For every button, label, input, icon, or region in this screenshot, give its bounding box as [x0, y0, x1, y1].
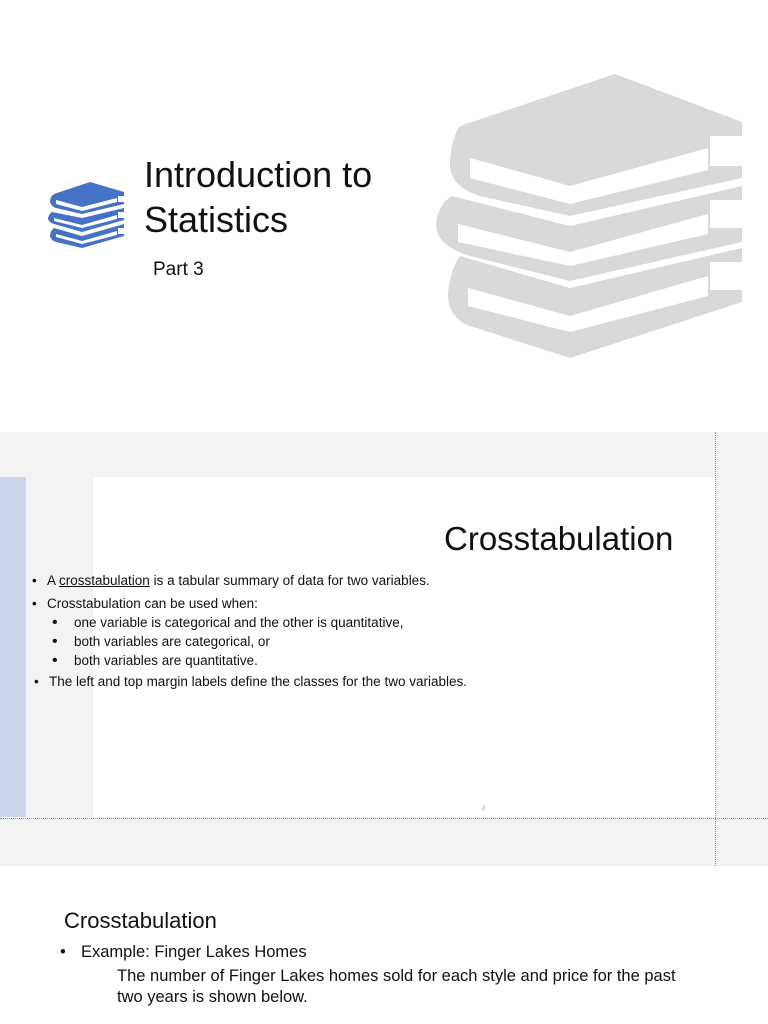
bullet-text: A	[47, 573, 60, 588]
bullet-item	[60, 943, 307, 962]
example-slide	[0, 866, 768, 1024]
books-watermark-icon	[430, 66, 750, 366]
sub-bullet-item: • one variable is categorical and the other is quantitative,	[30, 613, 470, 632]
horizontal-guide-line	[0, 818, 768, 819]
left-accent-bar	[0, 477, 26, 817]
bullet-dot: •	[60, 943, 66, 961]
crosstabulation-slide	[0, 432, 768, 866]
page-number: 2	[482, 806, 486, 812]
example-description: The number of Finger Lakes homes sold for each style and price for the past two years is shown below.	[117, 967, 676, 1006]
sub-bullet-item: • both variables are quantitative.	[30, 651, 470, 670]
bullet-item: • Crosstabulation can be used when:	[30, 594, 470, 613]
slide-title: Crosstabulation	[64, 908, 217, 933]
bullet-item: • The left and top margin labels define the classes for the two variables.	[30, 672, 470, 691]
presentation-subtitle: Part 3	[153, 259, 204, 280]
bullet-list	[30, 571, 470, 691]
presentation-title: Introduction to Statistics	[144, 154, 373, 240]
key-term: crosstabulation	[59, 573, 150, 588]
slide-title: Crosstabulation	[444, 520, 674, 557]
bullet-item	[30, 571, 470, 590]
vertical-guide-line	[715, 432, 716, 866]
sub-bullet-item: • both variables are categorical, or	[30, 632, 470, 651]
bullet-text: is a tabular summary of data for two variables.	[149, 573, 430, 588]
books-icon	[46, 180, 126, 250]
title-slide	[0, 0, 768, 432]
bullet-text: Example: Finger Lakes Homes	[81, 943, 307, 961]
